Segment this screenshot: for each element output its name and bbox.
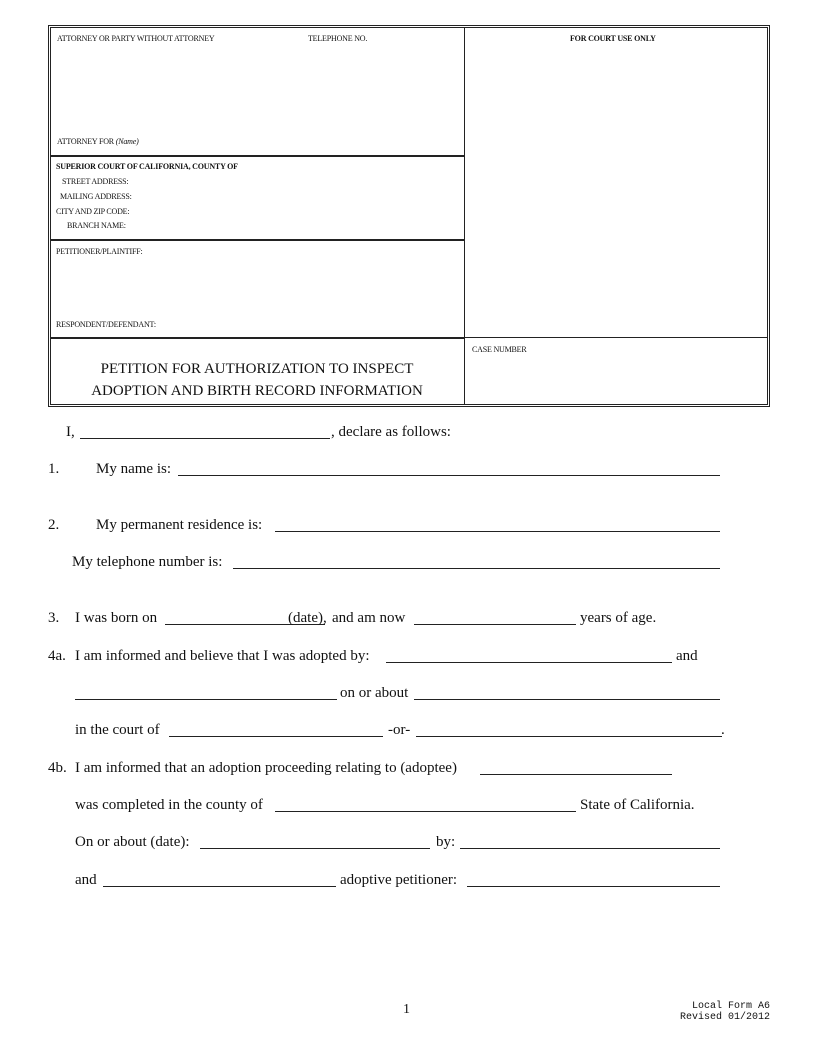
item4b-petitioner: adoptive petitioner:: [340, 872, 458, 888]
item4a-period: .: [721, 722, 725, 738]
form-revised: Revised 01/2012: [679, 1012, 770, 1023]
item3-label: I was born on: [75, 610, 158, 626]
respondent-label: RESPONDENT/DEFENDANT:: [56, 320, 156, 329]
divider-attorney: [50, 155, 464, 157]
divider-parties-left: [50, 338, 464, 339]
declare-suffix: , declare as follows:: [331, 424, 451, 440]
item2-number: 2.: [48, 517, 60, 533]
caption-inner-border: [50, 27, 768, 405]
item4b-state: State of California.: [580, 797, 695, 813]
court-label: SUPERIOR COURT OF CALIFORNIA, COUNTY OF: [56, 162, 238, 171]
case-number-label: CASE NUMBER: [472, 345, 527, 354]
petitioner1-line[interactable]: [460, 848, 720, 849]
declare-prefix: I,: [66, 424, 75, 440]
form-title-line2: ADOPTION AND BIRTH RECORD INFORMATION: [91, 383, 423, 399]
item4b-and: and: [75, 872, 97, 888]
item3-end: years of age.: [580, 610, 657, 626]
street-label: STREET ADDRESS:: [62, 177, 129, 186]
court-line[interactable]: [169, 736, 383, 737]
proceeding-date-line[interactable]: [200, 848, 430, 849]
declarant-name-line[interactable]: [80, 438, 330, 439]
item3-mid: and am now: [332, 610, 406, 626]
petitioner2-line[interactable]: [103, 886, 336, 887]
item4b-by: by:: [436, 834, 456, 850]
item4a-and: and: [676, 648, 698, 664]
item4b-label: I am informed that an adoption proceeding relating to (adoptee): [75, 760, 457, 776]
court-use-label: FOR COURT USE ONLY: [570, 34, 656, 43]
age-line[interactable]: [414, 624, 576, 625]
item1-number: 1.: [48, 461, 60, 477]
name-line[interactable]: [178, 475, 720, 476]
petitioner-label: PETITIONER/PLAINTIFF:: [56, 247, 143, 256]
item4a-number: 4a.: [48, 648, 66, 664]
mailing-label: MAILING ADDRESS:: [60, 192, 132, 201]
attorney-for-hint: (Name): [115, 137, 139, 146]
item4a-court: in the court of: [75, 722, 160, 738]
adoptee-line[interactable]: [480, 774, 672, 775]
form-title-line1: PETITION FOR AUTHORIZATION TO INSPECT: [100, 361, 414, 377]
city-label: CITY AND ZIP CODE:: [56, 207, 130, 216]
attorney-for-label: [57, 137, 139, 147]
telephone-label: TELEPHONE NO.: [308, 34, 368, 43]
item4a-label: I am informed and believe that I was adopted by:: [75, 648, 370, 664]
branch-label: BRANCH NAME:: [67, 221, 126, 230]
item4a-or: -or-: [388, 722, 411, 738]
form-id: [680, 1001, 770, 1023]
form-name: Local Form A6: [691, 1001, 770, 1012]
adoption-date-line[interactable]: [414, 699, 720, 700]
adopter1-line[interactable]: [386, 662, 672, 663]
item4b-number: 4b.: [48, 760, 67, 776]
item4b-date: On or about (date):: [75, 834, 190, 850]
residence-line[interactable]: [275, 531, 720, 532]
item4b-county: was completed in the county of: [75, 797, 263, 813]
attorney-for-text: ATTORNEY FOR: [57, 137, 114, 146]
page-number: 1: [403, 1002, 410, 1017]
telephone-line[interactable]: [233, 568, 720, 569]
item3-date-hint: (date),: [288, 610, 327, 626]
adopter2-line[interactable]: [75, 699, 337, 700]
divider-court: [50, 239, 464, 241]
county-line[interactable]: [275, 811, 576, 812]
attorney-label: ATTORNEY OR PARTY WITHOUT ATTORNEY: [57, 34, 215, 43]
telephone-label-body: My telephone number is:: [72, 554, 223, 570]
item4a-about: on or about: [340, 685, 409, 701]
court-alt-line[interactable]: [416, 736, 722, 737]
column-divider: [464, 27, 465, 405]
item2-label: My permanent residence is:: [96, 517, 263, 533]
petitioner3-line[interactable]: [467, 886, 720, 887]
item1-label: My name is:: [96, 461, 171, 477]
item3-number: 3.: [48, 610, 60, 626]
